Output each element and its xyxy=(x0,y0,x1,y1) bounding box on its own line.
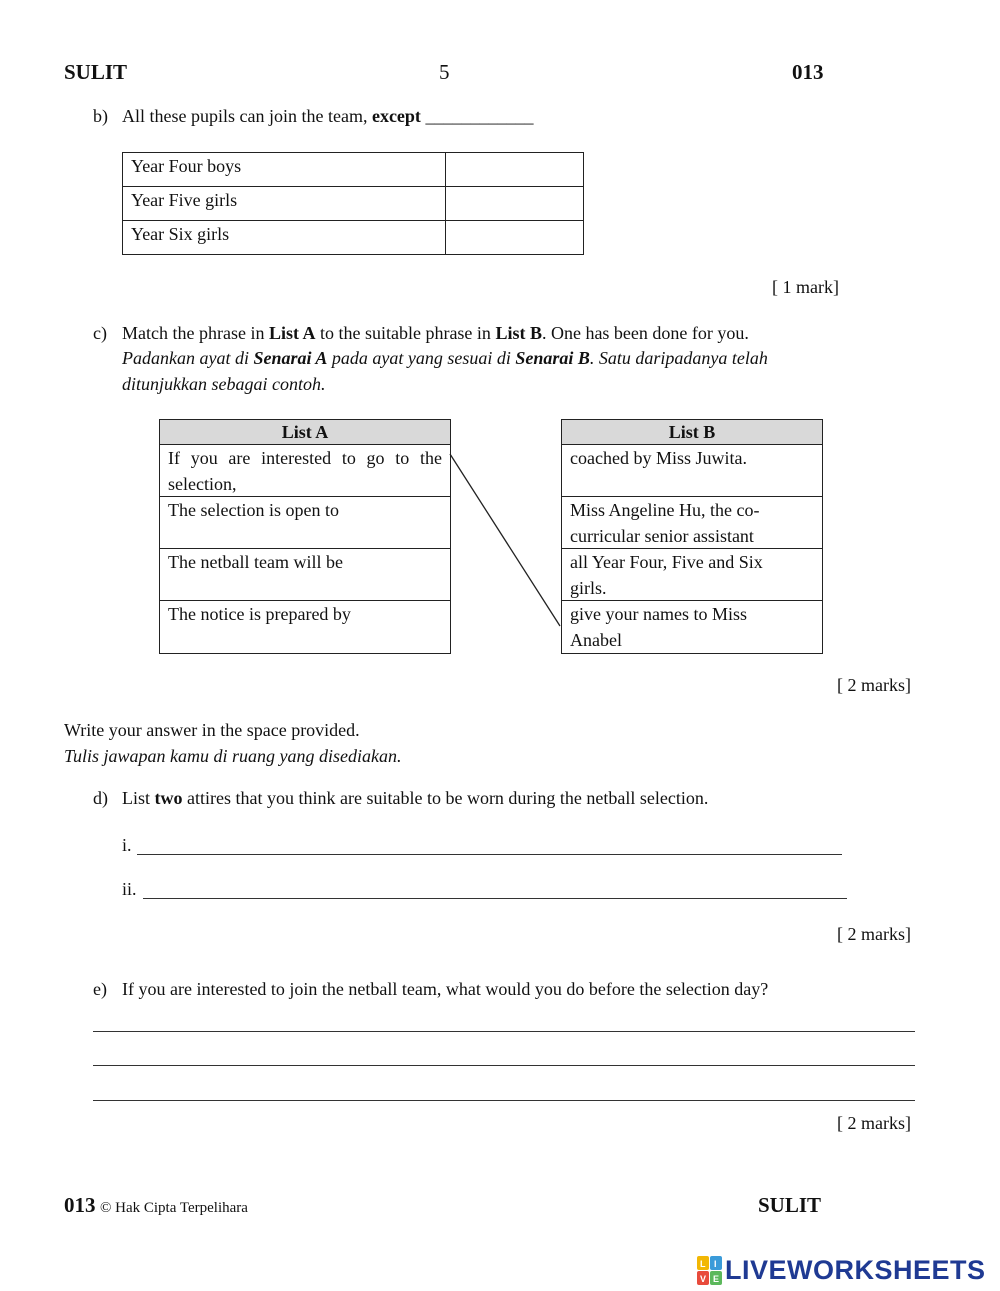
list-a-title: List A xyxy=(160,420,450,445)
question-b-text-main: All these pupils can join the team, xyxy=(122,106,372,126)
question-b-blank: ____________ xyxy=(425,106,534,126)
footer-code: 013 xyxy=(64,1193,96,1217)
list-b-item-line: Miss Angeline Hu, the co- xyxy=(570,500,760,520)
c-line1-part: to the suitable phrase in xyxy=(315,323,496,343)
answer-ii-line[interactable] xyxy=(143,898,847,899)
list-b-item-line: all Year Four, Five and Six xyxy=(570,552,763,572)
list-b-item-line: Anabel xyxy=(570,630,622,650)
liveworksheets-logo xyxy=(697,1255,986,1286)
option-label: Year Six girls xyxy=(123,221,446,255)
c-line2-part: pada ayat yang sesuai di xyxy=(327,348,516,368)
question-d-text-part: List xyxy=(122,788,155,808)
list-b-item-line: girls. xyxy=(570,578,607,598)
list-a-item-line: The netball team will be xyxy=(168,552,343,572)
page-number: 5 xyxy=(439,60,450,84)
liveworksheets-logo-icon xyxy=(697,1256,723,1286)
instruction-en: Write your answer in the space provided. xyxy=(64,720,360,740)
question-b-marks: [ 1 mark] xyxy=(772,277,839,297)
question-c-label: c) xyxy=(93,323,107,343)
c-line2-senarai-a: Senarai A xyxy=(253,348,328,368)
list-a-item-line: The notice is prepared by xyxy=(168,604,351,624)
question-e-text: If you are interested to join the netball team, what would you do before the selection day? xyxy=(122,979,769,999)
c-line1-list-a: List A xyxy=(268,323,316,343)
paper-code: 013 xyxy=(792,60,824,84)
answer-i-label: i. xyxy=(122,835,132,855)
option-label: Year Five girls xyxy=(123,187,446,221)
list-b-item-line: give your names to Miss xyxy=(570,604,747,624)
svg-text:E: E xyxy=(713,1273,720,1284)
question-c-marks: [ 2 marks] xyxy=(837,675,911,695)
list-a-item-line: If you are interested to go to the xyxy=(168,448,442,468)
c-line2-part: Padankan ayat di xyxy=(122,348,254,368)
list-a-item-line: selection, xyxy=(168,474,237,494)
answer-e-line-3[interactable] xyxy=(93,1100,915,1101)
question-d-two: two xyxy=(154,788,183,808)
question-b-label: b) xyxy=(93,106,108,126)
svg-text:V: V xyxy=(700,1273,707,1284)
c-line1-part: . One has been done for you. xyxy=(541,323,749,343)
answer-ii-label: ii. xyxy=(122,879,137,899)
liveworksheets-logo-text: LIVEWORKSHEETS xyxy=(725,1255,986,1285)
c-line2-senarai-b: Senarai B xyxy=(515,348,590,368)
question-d-label: d) xyxy=(93,788,108,808)
answer-e-line-1[interactable] xyxy=(93,1031,915,1032)
question-c-line3: ditunjukkan sebagai contoh. xyxy=(122,374,326,394)
header-sulit: SULIT xyxy=(64,60,128,84)
svg-text:L: L xyxy=(700,1258,706,1269)
question-d-marks: [ 2 marks] xyxy=(837,924,911,944)
list-b-title: List B xyxy=(562,420,822,445)
match-connector xyxy=(450,454,560,626)
footer-sulit: SULIT xyxy=(758,1193,822,1217)
c-line1-part: Match the phrase in xyxy=(122,323,269,343)
list-b-item-line: coached by Miss Juwita. xyxy=(570,448,747,468)
answer-i-line[interactable] xyxy=(137,854,842,855)
list-a-item-line: The selection is open to xyxy=(168,500,339,520)
option-label: Year Four boys xyxy=(123,153,446,187)
footer-copyright: © Hak Cipta Terpelihara xyxy=(100,1200,248,1216)
svg-text:I: I xyxy=(714,1258,717,1269)
question-d-text xyxy=(122,788,708,809)
question-e-label: e) xyxy=(93,979,107,999)
list-b-item-line: curricular senior assistant xyxy=(570,526,754,546)
question-e-marks: [ 2 marks] xyxy=(837,1113,911,1133)
footer-left xyxy=(64,1193,248,1218)
instruction-ms: Tulis jawapan kamu di ruang yang disediakan. xyxy=(64,746,402,766)
answer-e-line-2[interactable] xyxy=(93,1065,915,1066)
c-line2-part: . Satu daripadanya telah xyxy=(589,348,768,368)
question-d-text-part: attires that you think are suitable to be worn during the netball selection. xyxy=(182,788,709,808)
c-line1-list-b: List B xyxy=(495,323,542,343)
question-b-except: except xyxy=(371,106,421,126)
